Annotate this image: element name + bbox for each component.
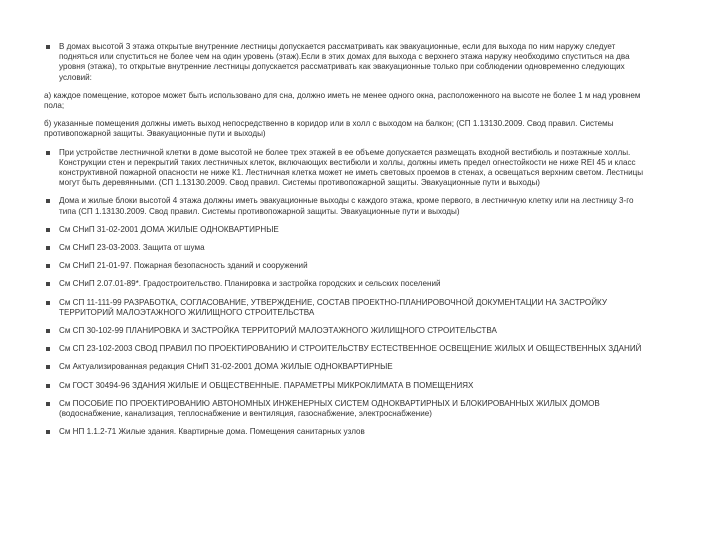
bullet-item-snip-31-02 — [44, 225, 644, 235]
bullet-item-sp-30-102 — [44, 326, 644, 336]
bullet-text: См СНиП 23-03-2003. Защита от шума — [59, 243, 205, 253]
bullet-item-snip-21-01 — [44, 261, 644, 271]
bullet-item-sp-23-102 — [44, 344, 644, 354]
bullet-item-engineering-manual — [44, 399, 644, 419]
bullet-text: См СП 23-102-2003 СВОД ПРАВИЛ ПО ПРОЕКТИРОВАНИЮ И СТРОИТЕЛЬСТВУ ЕСТЕСТВЕННОЕ ОСВЕЩЕНИЕ ЖИЛЫХ И ОБЩЕСТВЕННЫХ ЗДАНИЙ — [59, 344, 642, 354]
bullet-item-snip-23-03 — [44, 243, 644, 253]
bullet-marker — [46, 45, 50, 49]
bullet-text: См СНиП 2.07.01-89*. Градостроительство. Планировка и застройка городских и сельских поселений — [59, 279, 441, 289]
bullet-item-stairwell — [44, 148, 644, 189]
condition-b-paragraph: б) указанные помещения должны иметь выход непосредственно в коридор или в холл с выходом на балкон; (СП 1.13130.2009. Свод правил. Системы противопожарной защиты. Эвакуационные пути и выходы) — [44, 119, 614, 139]
bullet-marker — [46, 365, 50, 369]
bullet-text: См Актуализированная редакция СНиП 31-02-2001 ДОМА ЖИЛЫЕ ОДНОКВАРТИРНЫЕ — [59, 362, 393, 372]
bullet-marker — [46, 329, 50, 333]
bullet-text: См СП 30-102-99 ПЛАНИРОВКА И ЗАСТРОЙКА ТЕРРИТОРИЙ МАЛОЭТАЖНОГО ЖИЛИЩНОГО СТРОИТЕЛЬСТВА — [59, 326, 497, 336]
bullet-item-gost-30494 — [44, 381, 644, 391]
bullet-marker — [46, 384, 50, 388]
bullet-marker — [46, 264, 50, 268]
bullet-marker — [46, 228, 50, 232]
bullet-text: См СП 11-111-99 РАЗРАБОТКА, СОГЛАСОВАНИЕ, УТВЕРЖДЕНИЕ, СОСТАВ ПРОЕКТНО-ПЛАНИРОВОЧНОЙ ДОКУМЕНТАЦИИ НА ЗАСТРОЙКУ ТЕРРИТОРИЙ МАЛОЭТАЖНОГО ЖИЛИЩНОГО СТРОИТЕЛЬСТВА — [59, 297, 607, 317]
bullet-marker — [46, 282, 50, 286]
bullet-item-np-1-1-2 — [44, 427, 644, 437]
bullet-item-4-floor-exits — [44, 196, 644, 216]
bullet-marker — [46, 430, 50, 434]
bullet-text: Дома и жилые блоки высотой 4 этажа должны иметь эвакуационные выходы с каждого этажа, кроме первого, в лестничную клетку или на лестницу 3-го типа (СП 1.13130.2009. Свод правил. Системы противопожарной защиты. Эвакуационные пути и выходы) — [59, 196, 634, 216]
bullet-text: См ПОСОБИЕ ПО ПРОЕКТИРОВАНИЮ АВТОНОМНЫХ ИНЖЕНЕРНЫХ СИСТЕМ ОДНОКВАРТИРНЫХ И БЛОКИРОВАННЫХ ЖИЛЫХ ДОМОВ (водоснабжение, канализация, теплоснабжение и вентиляция, газоснабжение, электроснабжение) — [59, 398, 600, 419]
bullet-text: См СНиП 21-01-97. Пожарная безопасность зданий и сооружений — [59, 261, 308, 271]
bullet-marker — [46, 199, 50, 203]
bullet-text: См СНиП 31-02-2001 ДОМА ЖИЛЫЕ ОДНОКВАРТИРНЫЕ — [59, 224, 279, 234]
bullet-text: В домах высотой 3 этажа открытые внутренние лестницы допускается рассматривать как эвакуационные, если для выхода по ним наружу следует подняться или спуститься не более чем на один уровень (этаж).Если в этих домах для выхода с верхнего этажа наружу необходимо спуститься на два уровня (этажа), то открытые внутренние лестницы допускается рассматривать как эвакуационные только при соблюдении одновременно следующих условий: — [59, 42, 630, 82]
bullet-marker — [46, 246, 50, 250]
bullet-text: См ГОСТ 30494-96 ЗДАНИЯ ЖИЛЫЕ И ОБЩЕСТВЕННЫЕ. ПАРАМЕТРЫ МИКРОКЛИМАТА В ПОМЕЩЕНИЯХ — [59, 380, 474, 390]
bullet-marker — [46, 301, 50, 305]
bullet-text: При устройстве лестничной клетки в доме высотой не более трех этажей в ее объеме допускается размещать входной вестибюль и поэтажные холлы. Конструкции стен и перекрытий таких лестничных клеток, включающих вестибюли и холлы, должны иметь предел огнестойкости не ниже REI 45 и класс конструктивной пожарной опасности не ниже К1. Лестничная клетка может не иметь световых проемов в стенах, а освещаться верхним светом. Лестницы могут быть деревянными. (СП 1.13130.2009. Свод правил. Системы противопожарной защиты. Эвакуационные пути и выходы) — [59, 147, 644, 188]
bullet-item-snip-2-07 — [44, 279, 644, 289]
bullet-marker — [46, 402, 50, 406]
slide-content — [44, 42, 644, 445]
bullet-marker — [46, 151, 50, 155]
bullet-item-actualized-snip — [44, 362, 644, 372]
bullet-text: См НП 1.1.2-71 Жилые здания. Квартирные дома. Помещения санитарных узлов — [59, 427, 365, 437]
condition-a-paragraph: а) каждое помещение, которое может быть использовано для сна, должно иметь не менее одного окна, расположенного на высоте не более 1 м над уровнем пола; — [44, 90, 641, 111]
bullet-item-stairs-3-floors — [44, 42, 644, 83]
bullet-item-sp-11-111 — [44, 298, 644, 318]
bullet-marker — [46, 347, 50, 351]
